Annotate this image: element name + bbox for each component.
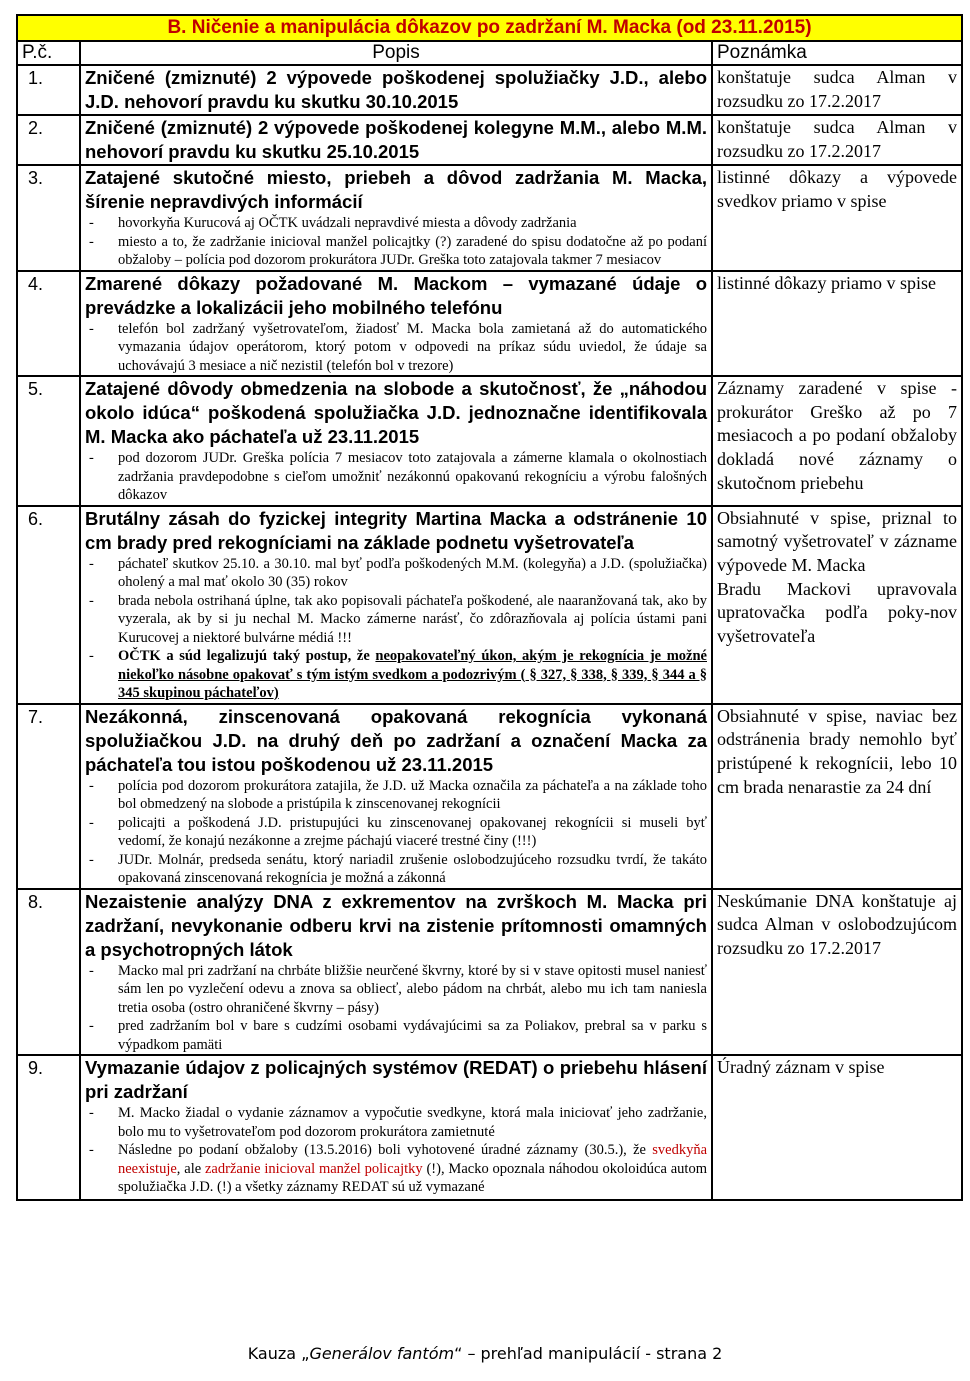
bullet-item: - hovorkyňa Kurucová aj OČTK uvádzali nepravdivé miesta a dôvody zadržania [85, 214, 707, 233]
bullet-text: Následne po podaní obžaloby (13.5.2016) boli vyhotovené úradné záznamy (30.5.), že [118, 1142, 653, 1158]
header-num: P.č. [17, 41, 80, 65]
manipulation-table [16, 14, 963, 1201]
bullet-item: - telefón bol zadržaný vyšetrovateľom, žiadosť M. Macka bola zamietaná až do automatického vymazania údajov operátorom, ktorý potom v odpovedi na príkaz súdu uviedol, že údaje sa uchovávajú 3 mesiace a nič nezistil (telefón bol v trezore) [85, 320, 707, 376]
row-note: konštatuje sudca Alman v rozsudku zo 17.2.2017 [717, 67, 957, 111]
bullet-item: - polícia pod dozorom prokurátora zatajila, že J.D. už Macka označila za páchateľa a na základe toho bol obmedzený na slobode a pristúpila k zinscenovanej rekognícii [85, 777, 707, 814]
bullet-item: - pod dozorom JUDr. Greška polícia 7 mesiacov toto zatajovala a zámerne klamala o okolnostiach zadržania pravdepodobne s cieľom umožniť nezákonnú opakovanú rekogníciu a výrobu falošných dôkazov [85, 449, 707, 505]
bullet-item: - brada nebola ostrihaná úplne, tak ako popisovali páchateľa poškodené, ale naaranžovaná tak, ako by vyzerala, ak by si ju nechal M. Macko zámerne narásť, čo zdôrazňovala aj polícia ústami pani Kurucovej a niektoré bulvárne médiá !!! [85, 592, 707, 648]
row-note: listinné dôkazy a výpovede svedkov priamo v spise [717, 167, 957, 211]
bullet-text: (!), Macko opoznala náhodou okoloidúca autom spolužiačka J.D. (!) a všetky záznamy REDAT sú už vymazané [118, 1160, 707, 1195]
bullet-list [85, 555, 707, 703]
bullet-item: - miesto a to, že zadržanie inicioval manžel policajtky (?) zaradené do spisu dodatočne až po podaní obžaloby – polícia pod dozorom prokurátora JUDr. Greška toto zatajovala takmer 7 mesiacov [85, 233, 707, 270]
row-note: Obsiahnuté v spise, priznal to samotný vyšetrovateľ v zázname výpovede M. Macka [717, 507, 957, 575]
row-heading: Zničené (zmiznuté) 2 výpovede poškodenej kolegyne M.M., alebo M.M. nehovorí pravdu ku skutku 25.10.2015 [85, 117, 707, 162]
bullet-list [85, 962, 707, 1055]
footer-suffix: “ – prehľad manipulácií - strana 2 [454, 1344, 723, 1363]
row-number: 6. [17, 506, 80, 704]
row-heading: Zatajené dôvody obmedzenia na slobode a skutočnosť, že „náhodou okolo idúca“ poškodená spolužiačka J.D. jednoznačne identifikovala M. Macka ako páchateľa už 23.11.2015 [85, 378, 707, 447]
bullet-red-text: zadržanie inicioval manžel policajtky [205, 1160, 423, 1177]
row-heading: Vymazanie údajov z policajných systémov (REDAT) o priebehu hlásení pri zadržaní [85, 1057, 707, 1102]
table-row [17, 889, 962, 1056]
row-note-extra: Bradu Mackovi upravovala upratovačka podľa poky-nov vyšetrovateľa [717, 578, 957, 647]
header-desc: Popis [80, 41, 712, 65]
row-number: 4. [17, 271, 80, 377]
bullet-bold-text: OČTK a súd legalizujú taký postup, že [118, 648, 376, 664]
row-heading: Brutálny zásah do fyzickej integrity Martina Macka a odstránenie 10 cm brady pred rekogníciami na základe podnetu vyšetrovateľa [85, 507, 707, 553]
row-heading: Zatajené skutočné miesto, priebeh a dôvod zadržania M. Macka, šírenie nepravdivých informácií [85, 167, 707, 212]
bullet-red-text: svedkyňa neexistuje [118, 1142, 707, 1177]
bullet-item: - Macko mal pri zadržaní na chrbáte bližšie neurčené škvrny, ktoré by si v stave opitosti musel naniesť sám len po vyzlečení odevu a znova sa obliecť, alebo pádom na chrbát, alebo mu ich tam naniesla tretia osoba (ostro ohraničené škvrny – pásy) [85, 962, 707, 1018]
page-footer [0, 1344, 970, 1363]
row-heading: Nezaistenie analýzy DNA z exkrementov na zvrškoch M. Macka pri zadržaní, nevykonanie odberu krvi na zistenie prítomnosti omamných a psychotropných látok [85, 890, 707, 960]
row-heading: Zmarené dôkazy požadované M. Mackom – vymazané údaje o prevádzke a lokalizácii jeho mobilného telefónu [85, 272, 707, 318]
bullet-list [85, 320, 707, 376]
row-note: Úradný záznam v spise [717, 1057, 885, 1077]
bullet-item: - JUDr. Molnár, predseda senátu, ktorý nariadil zrušenie oslobodzujúceho rozsudku tvrdí, že takáto opakovaná zinscenovaná rekognícia je možná a zákonná [85, 851, 707, 888]
bullet-underlined-text: neopakovateľný úkon, akým je rekognícia je možné niekoľko násobne opakovať s tým istým svedkom a podozrivým ( § 327, § 338, § 339, § 344 a § 345 skupinou páchateľov) [118, 648, 707, 701]
table-row [17, 115, 962, 165]
table-row [17, 376, 962, 506]
row-heading: Nezákonná, zinscenovaná opakovaná rekognícia vykonaná spolužiačkou J.D. na druhý deň po zadržaní a označení Macka za páchateľa tou istou poškodenou už 23.11.2015 [85, 705, 707, 775]
row-number: 7. [17, 704, 80, 889]
row-number: 1. [17, 65, 80, 115]
bullet-list [85, 449, 707, 505]
row-note: konštatuje sudca Alman v rozsudku zo 17.2.2017 [717, 117, 957, 161]
table-row [17, 165, 962, 271]
bullet-item-emphasis [85, 647, 707, 703]
table-row [17, 1055, 962, 1200]
row-note: Záznamy zaradené v spise - prokurátor Greško až po 7 mesiacoch a po podaní obžaloby dokladá nové záznamy o skutočnom priebehu [717, 378, 957, 493]
table-row [17, 704, 962, 889]
row-number: 2. [17, 115, 80, 165]
table-row [17, 271, 962, 377]
header-note: Poznámka [712, 41, 962, 65]
footer-prefix: Kauza „ [247, 1344, 310, 1363]
bullet-list [85, 214, 707, 270]
bullet-item: - policajti a poškodená J.D. pristupujúci ku zinscenovanej opakovanej rekognícii si museli byť vedomí, že konajú nezákonne a zrejme páchajú viaceré trestné činy (!!!) [85, 814, 707, 851]
bullet-item-highlighted [85, 1141, 707, 1197]
row-heading: Zničené (zmiznuté) 2 výpovede poškodenej spolužiačky J.D., alebo J.D. nehovorí pravdu ku skutku 30.10.2015 [85, 67, 707, 112]
row-number: 5. [17, 376, 80, 506]
table-row [17, 65, 962, 115]
document-page [16, 14, 961, 1201]
table-row [17, 506, 962, 704]
bullet-text: , ale [176, 1160, 205, 1177]
table-title: B. Ničenie a manipulácia dôkazov po zadržaní M. Macka (od 23.11.2015) [17, 15, 962, 41]
bullet-item: - páchateľ skutkov 25.10. a 30.10. mal byť podľa poškodených M.M. (kolegyňa) a J.D. (spolužiačka) oholený a mal mať okolo 30 (35) rokov [85, 555, 707, 592]
bullet-item: - pred zadržaním bol v bare s cudzími osobami vydávajúcimi sa za Poliakov, prebral sa v parku s výpadkom pamäti [85, 1017, 707, 1054]
row-note: Obsiahnuté v spise, naviac bez odstránenia brady nemohlo byť pristúpené k rekognícii, lebo 10 cm brada nenarastie za 24 dní [717, 705, 957, 797]
row-note: Neskúmanie DNA konštatuje aj sudca Alman v oslobodzujúcom rozsudku zo 17.2.2017 [717, 890, 957, 958]
bullet-list [85, 1104, 707, 1197]
row-note: listinné dôkazy priamo v spise [717, 272, 936, 293]
bullet-list [85, 777, 707, 888]
bullet-item: - M. Macko žiadal o vydanie záznamov a vypočutie svedkyne, ktorá mala iniciovať jeho zadržanie, bolo mu to vyšetrovateľom pod dozorom prokurátora zamietnuté [85, 1104, 707, 1141]
footer-italic: Generálov fantóm [309, 1344, 455, 1363]
row-number: 3. [17, 165, 80, 271]
row-number: 8. [17, 889, 80, 1056]
row-number: 9. [17, 1055, 80, 1200]
